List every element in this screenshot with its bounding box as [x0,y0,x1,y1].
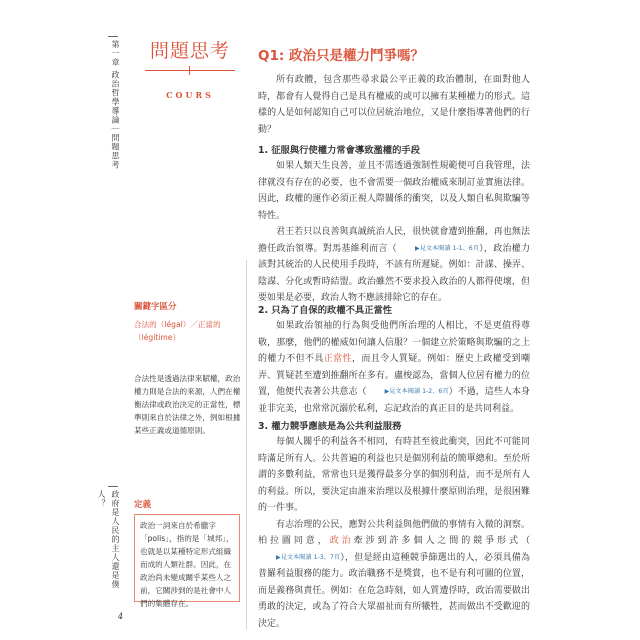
chapter-strip-bottom: 政府是人民的主人還是僕人？ [97,490,120,589]
sidebar-title-tick [189,66,190,75]
definition-body: 政治一詞來自於希臘字「polis」，指的是「城邦」，也就是以某種特定形式組織而成的人類社群。因此，在政治尚未變成關乎某些人之前，它關涉到的是社會中人們的集體存在。 [140,521,234,608]
ref-label: 見文本閱讀 1-3、7頁 [280,553,340,561]
section-2-title: 2. 只為了自保的政權不具正當性 [258,305,393,316]
s2-paragraph-1 [258,318,530,417]
highlight-term: 正當性 [323,354,352,364]
s1-p2-text-a: 君王若只以良善與真誠統治人民，很快就會遭到推翻，再也無法擔任政治領導。對馬基維利而言（ [258,227,530,254]
strip-rule-bottom [108,486,118,487]
s3-text-b: 牽涉到許多個人之間的競爭形式（ [353,536,530,546]
column-divider [246,260,247,630]
section-1-body [258,158,530,307]
definition-box [134,514,240,608]
s1-paragraph-2 [258,224,530,307]
s1-paragraph-1: 如果人類天生良善，並且不需透過強制性規範便可自我管理，法律就沒有存在的必要，也不會需要一個政治權威來制訂並實施法律。因此，政權的運作必須正視人際關係的衝突，以及人類自私與欺騙等特性。 [258,161,530,221]
s2-text-a: 如果政治領袖的行為與受他們所治理的人相比，不是更值得尊敬，那麼，他們的權威如何讓人信服？一個建立於策略與欺騙的之上的權力不但不具 [258,321,530,364]
ref-label: 見文本閱讀 1-2、6頁 [389,388,449,395]
highlight-term: 政治 [329,536,354,546]
s3-paragraph-1: 每個人關乎的利益各不相同，有時甚至彼此衝突，因此不可能同時滿足所有人。公共普遍的利益也只是個別利益的簡單總和。至於所謂的多數利益，常常也只是獲得最多分享的個別利益，而不是所有人的利益。所以，要決定由誰來治理以及根據什麼原則治理，是很困難的一件事。 [258,437,530,513]
s3-text-a: 有志治理的公民，應對公共利益與他們做的事情有入微的洞察。柏拉圖同意， [258,519,530,546]
page-number: 4 [118,612,124,621]
text-ref-link[interactable] [258,553,340,563]
section-3-title: 3. 權力競爭應該是為公共利益服務 [258,421,402,432]
section-2-body [258,318,530,417]
text-ref-link[interactable] [397,244,479,254]
s2-text-b: ，而且令人質疑。例如：歷史上政權受到嘲弄、質疑甚至遭到推翻所在多有。盧梭認為，當個人位居有權力的位置，他便代表著公共意志（ [258,354,530,397]
text-ref-link[interactable] [367,387,449,397]
ref-label: 見文本閱讀 1-1、6頁 [419,244,479,252]
chapter-strip-top: 第一章 政治哲學導論｜問題思考 [111,40,120,170]
triangle-right-icon: ▶ [384,388,390,395]
sidebar-cours-label: COURS [166,90,214,100]
s1-p2-text-b: ），政治權力該對其統治的人民使用手段時，不該有所遲疑。例如：計謀、操弄、陰謀、分化或暫時結盟。政治雖然不要求投入政治的人都得使壞，但要如果是必要，政治人物不應該排除它的存在。 [258,243,530,303]
keyword-heading: 關鍵字區分 [134,302,177,312]
strip-rule-top [108,36,118,37]
definition-heading: 定義 [134,500,152,510]
keyword-terms: 合法的（légal）／正當的（légitime） [134,320,221,342]
sidebar-title-rule [145,70,235,71]
triangle-right-icon: ▶ [414,244,420,252]
s2-text-c: ）不過，這些人本身並非完美，也常常沉溺於私利，忘記政治的真正目的是共同利益。 [258,387,530,414]
keyword-body: 合法性是透過法律來賦權，政治權力則是合法的來源，人們在權衡法律或政治決定的正當性，標準則來自於法律之外，例如根據某些正義或道德原則。 [134,374,241,435]
s3-text-c: ），但是經由這種競爭篩選出的人，必須具備為普羅利益服務的能力。政治職務不是獎賞，也不是有利可圖的位置，而是義務與責任。例如：在危急時刻，如人質遭俘時，政治需要做出勇敢的決定，或為了符合大眾福祉而有所犧牲，甚而做出不受歡迎的決定。 [258,552,530,629]
s3-paragraph-2 [258,517,530,633]
section-1-title: 1. 征服與行使權力常會導致濫權的手段 [258,145,420,156]
intro-text: 所有政體，包含那些尋求最公平正義的政治體制，在面對他人時，都會有人覺得自己是具有權威的或可以擁有某種權力的形式。這樣的人是如何認知自己可以位居統治地位，又是什麼指導著他們的行動？ [258,75,530,135]
sidebar-title: 問題思考 [149,40,230,62]
intro-paragraph [258,72,530,138]
triangle-right-icon: ▶ [276,553,281,561]
question-title: Q1: 政治只是權力鬥爭嗎？ [258,48,424,64]
section-3-body [258,434,530,632]
